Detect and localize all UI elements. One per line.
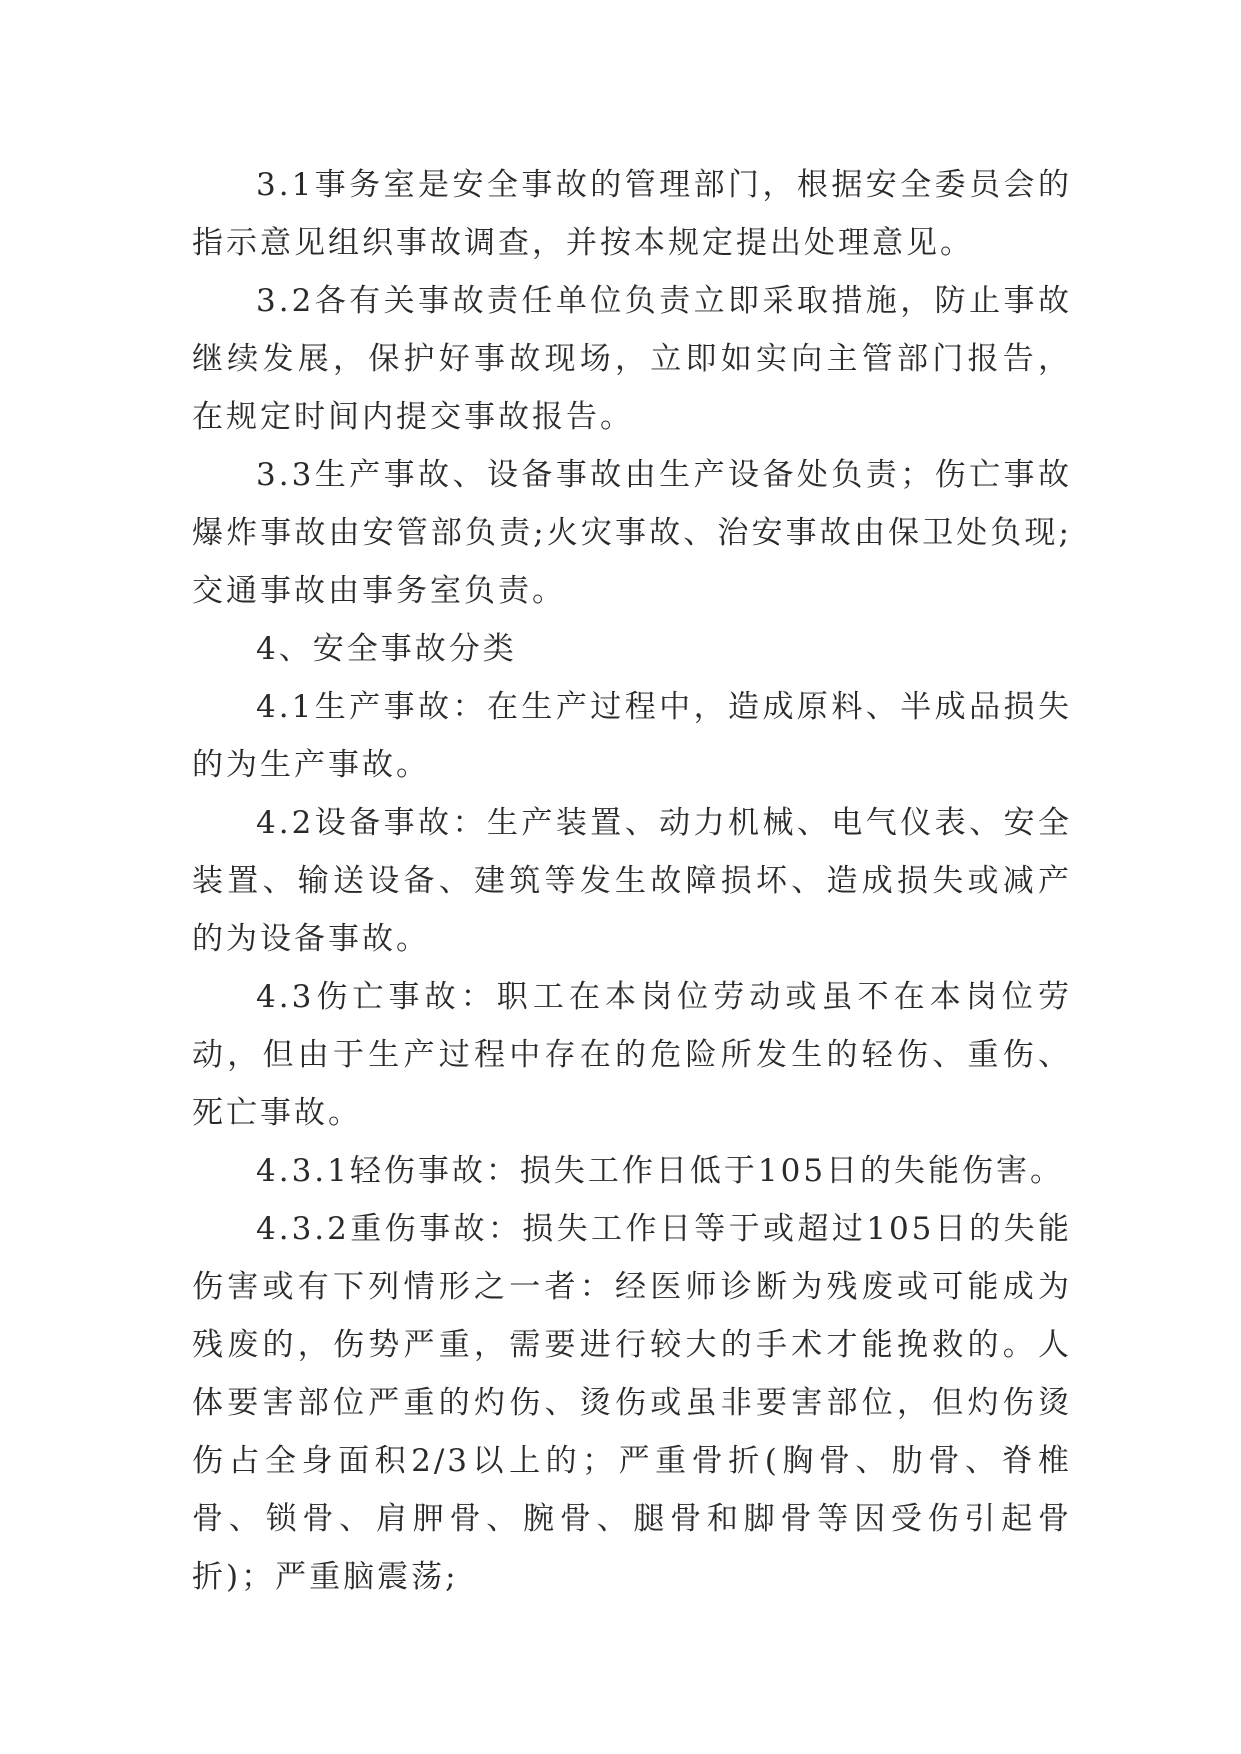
paragraph-4-3-1: 4.3.1轻伤事故：损失工作日低于105日的失能伤害。 — [256, 1153, 1065, 1189]
document-body — [192, 156, 1072, 1606]
paragraph-3-3: 3.3生产事故、设备事故由生产设备处负责；伤亡事故爆炸事故由安管部负责;火灾事故、治安事故由保卫处负现;交通事故由事务室负责。 — [192, 457, 1072, 609]
paragraph-3-2: 3.2各有关事故责任单位负责立即采取措施，防止事故继续发展，保护好事故现场，立即如实向主管部门报告，在规定时间内提交事故报告。 — [192, 283, 1072, 435]
section-heading-4: 4、安全事故分类 — [256, 631, 517, 667]
paragraph-4-1: 4.1生产事故：在生产过程中，造成原料、半成品损失的为生产事故。 — [192, 689, 1072, 783]
paragraph-4-2: 4.2设备事故：生产装置、动力机械、电气仪表、安全装置、输送设备、建筑等发生故障损坏、造成损失或减产的为设备事故。 — [192, 805, 1072, 957]
paragraph-3-1: 3.1事务室是安全事故的管理部门，根据安全委员会的指示意见组织事故调查，并按本规定提出处理意见。 — [192, 167, 1072, 261]
paragraph-4-3-2: 4.3.2重伤事故：损失工作日等于或超过105日的失能伤害或有下列情形之一者：经医师诊断为残废或可能成为残废的，伤势严重，需要进行较大的手术才能挽救的。人体要害部位严重的灼伤、烫伤或虽非要害部位，但灼伤烫伤占全身面积2/3以上的；严重骨折(胸骨、肋骨、脊椎骨、锁骨、肩胛骨、腕骨、腿骨和脚骨等因受伤引起骨折)；严重脑震荡; — [192, 1211, 1072, 1595]
paragraph-4-3: 4.3伤亡事故：职工在本岗位劳动或虽不在本岗位劳动，但由于生产过程中存在的危险所发生的轻伤、重伤、死亡事故。 — [192, 979, 1072, 1131]
